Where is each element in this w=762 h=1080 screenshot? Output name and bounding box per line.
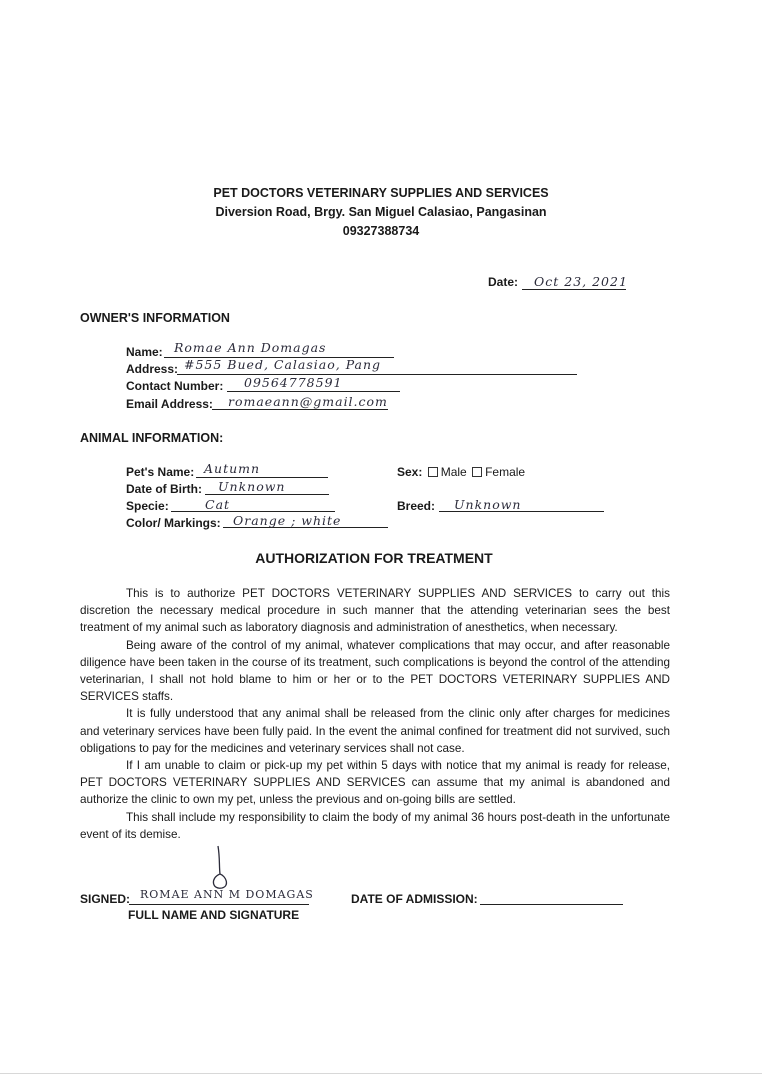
owner-email-label: Email Address: — [126, 397, 213, 411]
specie-underline — [171, 511, 335, 512]
authorization-paragraph: If I am unable to claim or pick-up my pet within 5 days with notice that my animal is ready for release, PET DOCTORS VETERINARY SUPPLIES AND SERVICES can assume that my animal is abandoned and authorize the clinic to own my pet, unless the previous and on-going bills are settled. — [80, 759, 670, 807]
date-underline — [522, 289, 626, 290]
dob-underline — [205, 494, 329, 495]
pet-name-label: Pet's Name: — [126, 465, 195, 479]
authorization-paragraph: Being aware of the control of my animal, whatever complications that may occur, and after reasonable diligence have been taken in the course of its treatment, such complications is beyond the control of the attending veterinarian, I shall not hold blame to him or her or to the PET DOCTORS VETERINARY SUPPLIES AND SERVICES staffs. — [80, 638, 670, 704]
specie-label: Specie: — [126, 499, 169, 513]
authorization-body — [80, 585, 670, 843]
sex-male-checkbox[interactable] — [428, 467, 438, 477]
sex-female-label: Female — [485, 465, 526, 479]
owner-address-underline — [177, 374, 577, 375]
owner-email-underline — [212, 409, 388, 410]
signature-caption: FULL NAME AND SIGNATURE — [128, 908, 300, 922]
sex-female-checkbox[interactable] — [472, 467, 482, 477]
specie-value: Cat — [205, 497, 231, 512]
clinic-name: PET DOCTORS VETERINARY SUPPLIES AND SERVICES — [213, 186, 549, 200]
breed-value: Unknown — [454, 497, 522, 512]
clinic-address: Diversion Road, Brgy. San Miguel Calasiao, Pangasinan — [215, 205, 547, 219]
signed-underline — [129, 904, 309, 905]
owner-contact-label: Contact Number: — [126, 379, 224, 393]
dob-label: Date of Birth: — [126, 482, 202, 496]
owner-contact-underline — [227, 391, 400, 392]
color-value: Orange ; white — [233, 513, 342, 528]
dob-value: Unknown — [218, 479, 286, 494]
color-label: Color/ Markings: — [126, 516, 221, 530]
admission-underline — [480, 904, 623, 905]
breed-label: Breed: — [397, 499, 436, 513]
page-edge — [0, 1073, 762, 1074]
sex-field — [397, 465, 525, 479]
authorization-title: AUTHORIZATION FOR TREATMENT — [255, 550, 493, 566]
sex-label: Sex: — [397, 465, 423, 479]
pet-name-underline — [196, 477, 328, 478]
pet-name-value: Autumn — [204, 461, 261, 476]
date-value: Oct 23, 2021 — [534, 274, 628, 289]
authorization-paragraph: It is fully understood that any animal shall be released from the clinic only after charges for medicines and veterinary services have been fully paid. In the event the animal confined for treatment did not survived, such obligations to pay for the medicines and veterinary services shall not case. — [80, 707, 670, 755]
owner-name-label: Name: — [126, 345, 163, 359]
signed-label: SIGNED: — [80, 892, 131, 906]
owner-address-value: #555 Bued, Calasiao, Pang — [184, 357, 382, 372]
admission-label: DATE OF ADMISSION: — [351, 892, 478, 906]
owner-address-label: Address: — [126, 362, 179, 376]
owner-email-value: romaeann@gmail.com — [228, 394, 388, 409]
clinic-phone: 09327388734 — [342, 224, 420, 238]
signed-value: ROMAE ANN M DOMAGAS — [140, 888, 314, 901]
authorization-paragraph: This shall include my responsibility to claim the body of my animal 36 hours post-death in the unfortunate event of its demise. — [80, 810, 670, 841]
owner-heading: OWNER'S INFORMATION — [80, 311, 230, 325]
sex-male-label: Male — [440, 465, 467, 479]
owner-name-value: Romae Ann Domagas — [174, 340, 327, 355]
authorization-paragraph: This is to authorize PET DOCTORS VETERINARY SUPPLIES AND SERVICES to carry out this discretion the necessary medical procedure in such manner that the attending veterinarian sees the best treatment of my animal such as laboratory diagnosis and administration of anesthetics, when necessary. — [80, 587, 670, 635]
owner-contact-value: 09564778591 — [244, 375, 343, 390]
date-label: Date: — [488, 275, 519, 289]
animal-heading: ANIMAL INFORMATION: — [80, 431, 224, 445]
